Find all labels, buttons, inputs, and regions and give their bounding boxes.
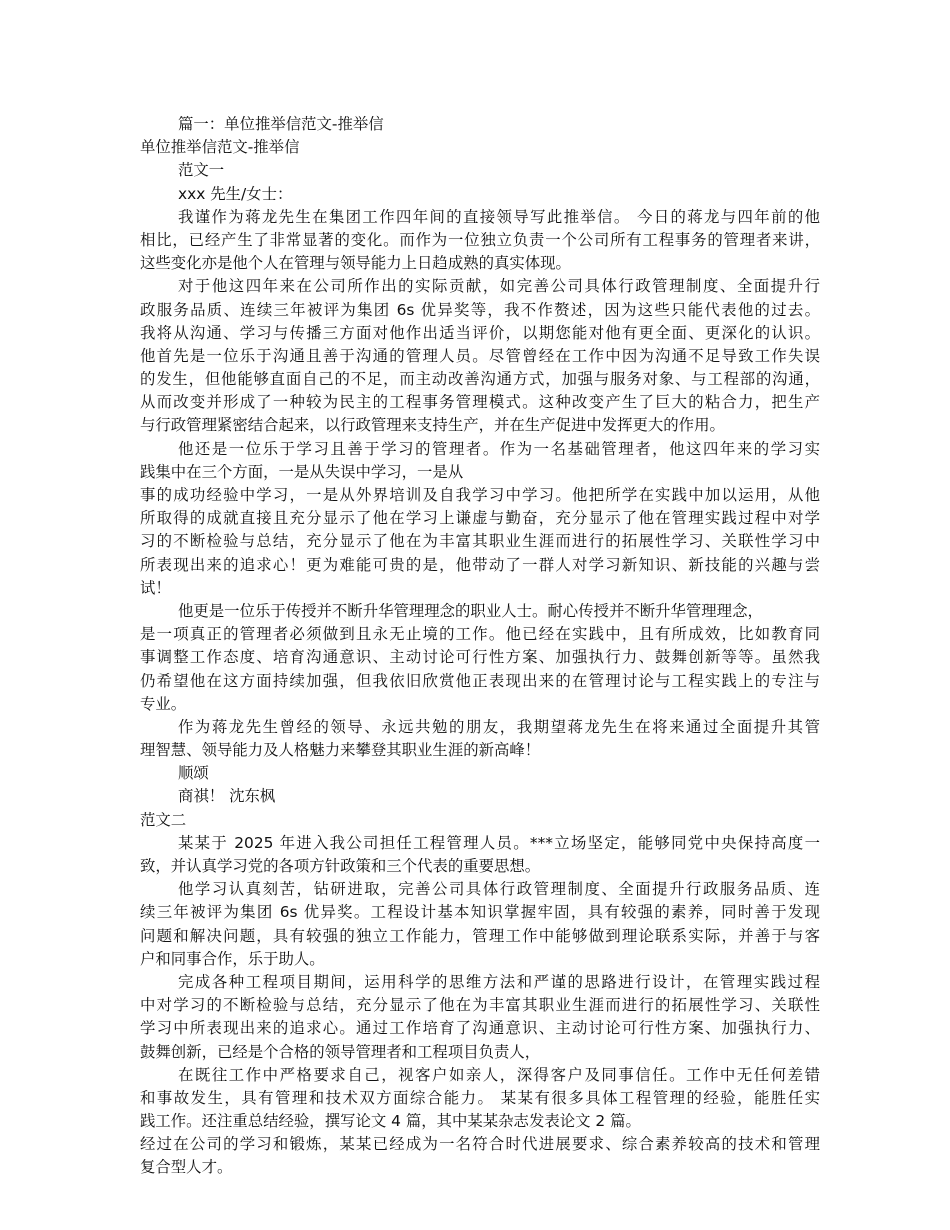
text-line: 商祺！ 沈东枫 <box>178 787 276 806</box>
text-line: 仍希望他在这方面持续加强，但我依旧欣赏他正表现出来的在管理讨论与工程实践上的专注与 <box>140 671 820 690</box>
text-line: 政服务品质、连续三年被评为集团 6s 优异奖等，我不作赘述，因为这些只能代表他的过去。 <box>140 300 820 319</box>
text-line: 在既往工作中严格要求自己，视客户如亲人，深得客户及同事信任。工作中无任何差错 <box>178 1065 820 1084</box>
text-line: 经过在公司的学习和锻炼，某某已经成为一名符合时代进展要求、综合素养较高的技术和管理 <box>140 1135 820 1154</box>
text-line: 与行政管理紧密结合起来，以行政管理来支持生产，并在生产促进中发挥更大的作用。 <box>140 416 725 435</box>
text-line: 习的不断检验与总结，充分显示了他在为丰富其职业生涯而进行的拓展性学习、关联性学习中 <box>140 532 820 551</box>
text-line: 鼓舞创新，已经是个合格的领导管理者和工程项目负责人， <box>140 1042 541 1061</box>
text-line: 我谨作为蒋龙先生在集团工作四年间的直接领导写此推举信。 今日的蒋龙与四年前的他 <box>178 207 820 226</box>
text-line: 他学习认真刻苦，钻研进取，完善公司具体行政管理制度、全面提升行政服务品质、连 <box>178 880 820 899</box>
text-line: xxx 先生/女士： <box>178 184 293 203</box>
text-line: 他首先是一位乐于沟通且善于沟通的管理人员。尽管曾经在工作中因为沟通不足导致工作失误 <box>140 346 820 365</box>
text-line: 践集中在三个方面，一是从失误中学习，一是从 <box>140 462 464 481</box>
text-line: 践工作。还注重总结经验，撰写论文 4 篇，其中某某杂志发表论文 2 篇。 <box>140 1112 641 1131</box>
text-line: 户和同事合作，乐于助人。 <box>140 949 325 968</box>
text-line: 完成各种工程项目期间，运用科学的思维方法和严谨的思路进行设计，在管理实践过程 <box>178 972 820 991</box>
text-line: 事调整工作态度、培育沟通意识、主动讨论可行性方案、加强执行力、鼓舞创新等等。虽然我 <box>140 648 820 667</box>
text-line: 篇一：单位推举信范文-推举信 <box>178 115 384 133</box>
text-line: 的发生，但他能够直面自己的不足，而主动改善沟通方式，加强与服务对象、与工程部的沟通， <box>140 370 820 389</box>
text-line: 他更是一位乐于传授并不断升华管理理念的职业人士。耐心传授并不断升华管理理念， <box>178 601 763 620</box>
text-line: 所取得的成就直接且充分显示了他在学习上谦虚与勤奋，充分显示了他在管理实践过程中对学 <box>140 509 820 528</box>
text-line: 范文二 <box>140 810 187 829</box>
text-line: 专业。 <box>140 694 187 713</box>
text-line: 顺颂 <box>178 764 209 783</box>
text-line: 问题和解决问题，具有较强的独立工作能力，管理工作中能够做到理论联系实际，并善于与客 <box>140 926 820 945</box>
text-line: 和事故发生，具有管理和技术双方面综合能力。 某某有很多具体工程管理的经验，能胜任实 <box>140 1088 820 1107</box>
text-line: 从而改变并形成了一种较为民主的工程事务管理模式。这种改变产生了巨大的粘合力，把生产 <box>140 393 820 412</box>
text-line: 我将从沟通、学习与传播三方面对他作出适当评价，以期您能对他有更全面、更深化的认识。 <box>140 323 820 342</box>
text-line: 单位推举信范文-推举信 <box>140 138 300 157</box>
text-line: 所表现出来的追求心！更为难能可贵的是，他带动了一群人对学习新知识、新技能的兴趣与尝 <box>140 555 820 574</box>
text-line: 某某于 2025 年进入我公司担任工程管理人员。***立场坚定，能够同党中央保持高度一 <box>178 833 820 852</box>
text-line: 续三年被评为集团 6s 优异奖。工程设计基本知识掌握牢固，具有较强的素养，同时善于发现 <box>140 903 820 922</box>
text-line: 学习中所表现出来的追求心。通过工作培育了沟通意识、主动讨论可行性方案、加强执行力、 <box>140 1019 820 1038</box>
text-line: 对于他这四年来在公司所作出的实际贡献，如完善公司具体行政管理制度、全面提升行 <box>178 277 820 296</box>
text-line: 理智慧、领导能力及人格魅力来攀登其职业生涯的新高峰！ <box>140 741 541 760</box>
text-line: 作为蒋龙先生曾经的领导、永远共勉的朋友，我期望蒋龙先生在将来通过全面提升其管 <box>178 717 820 736</box>
text-line: 他还是一位乐于学习且善于学习的管理者。作为一名基础管理者，他这四年来的学习实 <box>178 439 820 458</box>
text-line: 这些变化亦是他个人在管理与领导能力上日趋成熟的真实体现。 <box>140 254 571 273</box>
text-line: 致，并认真学习党的各项方针政策和三个代表的重要思想。 <box>140 857 541 875</box>
text-line: 是一项真正的管理者必须做到且永无止境的工作。他已经在实践中，且有所成效，比如教育同 <box>140 625 820 644</box>
text-line: 相比，已经产生了非常显著的变化。而作为一位独立负责一个公司所有工程事务的管理者来讲， <box>140 230 820 249</box>
text-line: 复合型人才。 <box>140 1158 233 1177</box>
text-line: 事的成功经验中学习，一是从外界培训及自我学习中学习。他把所学在实践中加以运用，从他 <box>140 486 820 504</box>
text-line: 范文一 <box>178 161 225 180</box>
document-body <box>140 113 820 1180</box>
text-line: 试！ <box>140 578 171 597</box>
text-line: 中对学习的不断检验与总结，充分显示了他在为丰富其职业生涯而进行的拓展性学习、关联性 <box>140 996 820 1015</box>
